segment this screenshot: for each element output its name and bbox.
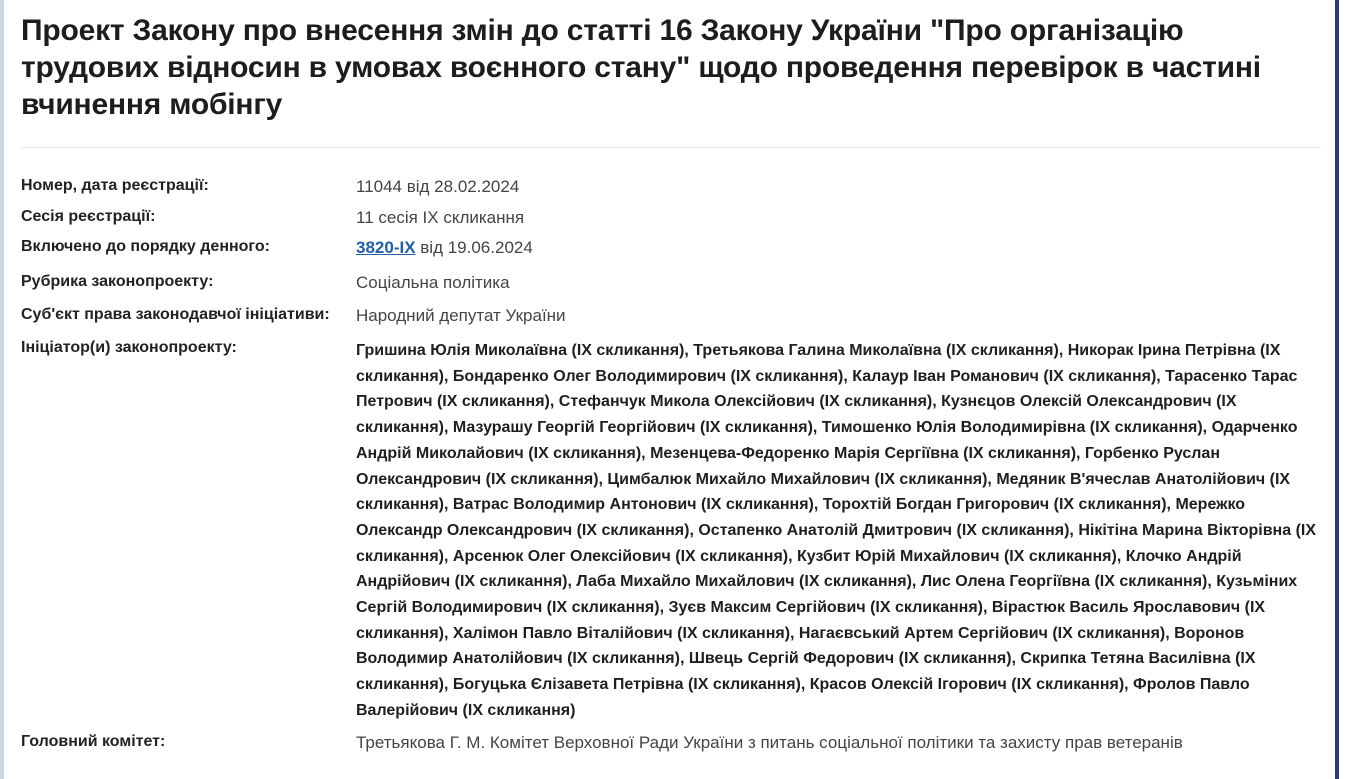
committee-value: Третьякова Г. М. Комітет Верховної Ради України з питань соціальної політики та захисту прав ветеранів (356, 732, 1183, 752)
initiators-label: Ініціатор(и) законопроекту: (21, 339, 237, 356)
scrollbar[interactable] (1329, 0, 1347, 779)
page-title: Проект Закону про внесення змін до статті 16 Закону України "Про організацію трудових відносин в умовах воєнного стану" щодо проведення перевірок в частині вчинення мобінгу (21, 14, 1261, 121)
row-registration (21, 176, 1321, 197)
session-value: 11 сесія IX скликання (356, 208, 525, 227)
agenda-link[interactable]: 3820-IX (356, 238, 416, 257)
agenda-label: Включено до порядку денного: (21, 238, 270, 255)
row-subject (21, 305, 1321, 326)
row-session (21, 207, 1321, 228)
subject-value: Народний депутат України (356, 306, 566, 325)
agenda-date: від 19.06.2024 (415, 238, 533, 257)
registration-label: Номер, дата реєстрації: (21, 177, 209, 194)
rubric-label: Рубрика законопроекту: (21, 273, 214, 290)
header (21, 12, 1321, 123)
session-label: Сесія реєстрації: (21, 208, 156, 225)
rubric-value: Соціальна політика (356, 273, 510, 292)
divider (21, 147, 1321, 148)
subject-label: Суб'єкт права законодавчої ініціативи: (21, 306, 330, 323)
row-initiators (21, 338, 1321, 724)
left-border (0, 0, 4, 779)
row-agenda (21, 237, 1321, 258)
agenda-value (356, 237, 1321, 258)
scrollbar-track[interactable] (1335, 0, 1339, 779)
registration-value: 11044 від 28.02.2024 (356, 177, 520, 196)
bill-details (21, 176, 1321, 753)
committee-label: Головний комітет: (21, 732, 166, 750)
row-committee (21, 732, 1321, 753)
initiators-value: Гришина Юлія Миколаївна (IX скликання), Третьякова Галина Миколаївна (IX скликання), Никорак Ірина Петрівна (IX скликання), Бондаренко Олег Володимирович (IX скликання), Калаур Іван Романович (IX скликання), Тарасенко Тарас Петрович (IX скликання), Стефанчук Микола Олексійович (IX скликання), Кузнєцов Олексій Олександрович (IX скликання), Мазурашу Георгій Георгійович (IX скликання), Тимошенко Юлія Володимирівна (IX скликання), Одарченко Андрій Миколайович (IX скликання), Мезенцева-Федоренко Марія Сергіївна (IX скликання), Горбенко Руслан Олександрович (IX скликання), Цимбалюк Михайло Михайлович (IX скликання), Медяник В'ячеслав Анатолійович (IX скликання), Ватрас Володимир Антонович (IX скликання), Торохтій Богдан Григорович (IX скликання), Мережко Олександр Олександрович (IX скликання), Остапенко Анатолій Дмитрович (IX скликання), Нікітіна Марина Вікторівна (IX скликання), Арсенюк Олег Олексійович (IX скликання), Кузбит Юрій Михайлович (IX скликання), Клочко Андрій Андрійович (IX скликання), Лаба Михайло Михайлович (IX скликання), Лис Олена Георгіївна (IX скликання), Кузьміних Сергій Володимирович (IX скликання), Зуєв Максим Сергійович (IX скликання), Вірастюк Василь Ярославович (IX скликання), Халімон Павло Віталійович (IX скликання), Нагаєвський Артем Сергійович (IX скликання), Воронов Володимир Анатолійович (IX скликання), Швець Сергій Федорович (IX скликання), Скрипка Тетяна Василівна (IX скликання), Богуцька Єлізавета Петрівна (IX скликання), Красов Олексій Ігорович (IX скликання), Фролов Павло Валерійович (IX скликання) (356, 342, 1317, 719)
row-rubric (21, 272, 1321, 293)
